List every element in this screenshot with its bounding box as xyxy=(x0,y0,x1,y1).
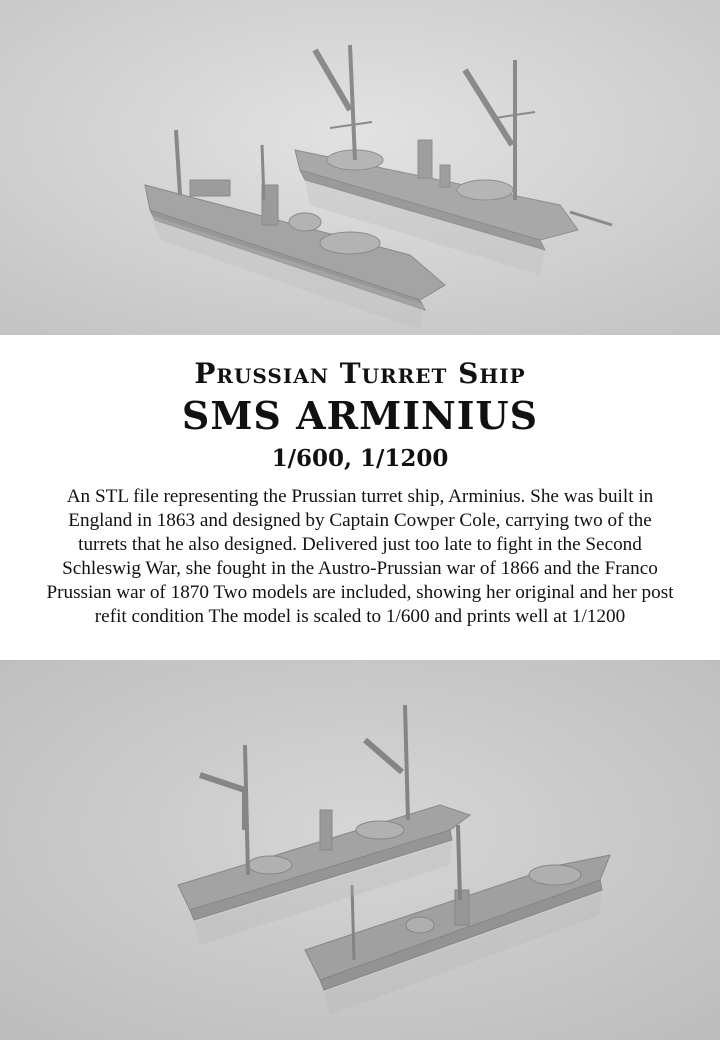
scale-subtitle: 1/600, 1/1200 xyxy=(271,445,449,472)
ship-name-title: SMS ARMINIUS xyxy=(181,393,539,438)
description-line: An STL file representing the Prussian turret ship, Arminius. She was built in xyxy=(66,486,654,507)
description-paragraph xyxy=(14,485,706,629)
description-line: England in 1863 and designed by Captain Cowper Cole, carrying two of the xyxy=(68,510,652,531)
ship-type-heading: Prussian Turret Ship xyxy=(194,357,526,390)
description-line: Prussian war of 1870 Two models are included, showing her original and her post xyxy=(46,582,674,603)
description-line: refit condition The model is scaled to 1/600 and prints well at 1/1200 xyxy=(94,606,626,627)
product-info-panel xyxy=(0,335,720,660)
bottom-model-render xyxy=(0,660,720,1040)
description-line: turrets that he also designed. Delivered just too late to fight in the Second xyxy=(78,534,642,555)
description-line: Schleswig War, she fought in the Austro-Prussian war of 1866 and the Franco xyxy=(62,558,658,579)
top-model-render xyxy=(0,0,720,335)
